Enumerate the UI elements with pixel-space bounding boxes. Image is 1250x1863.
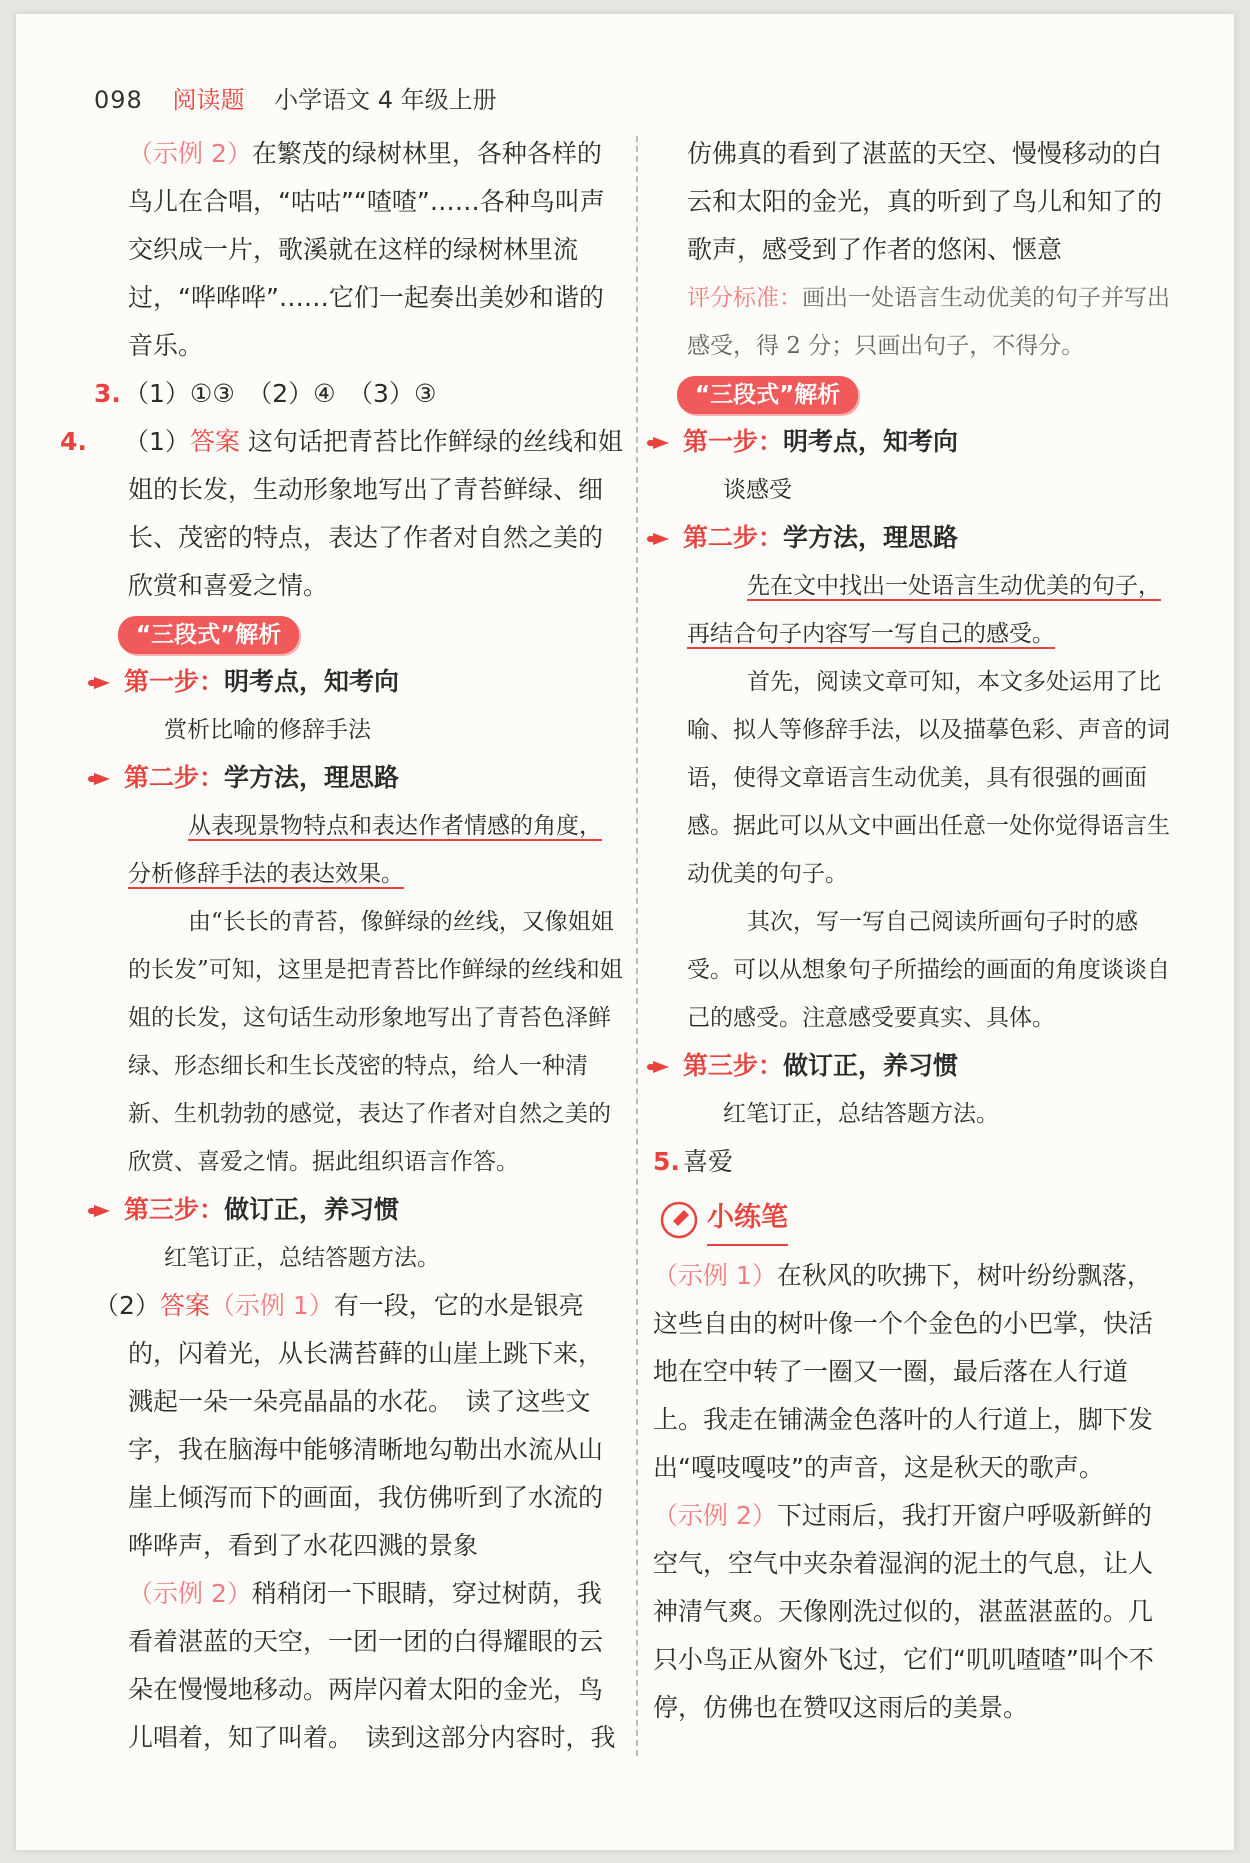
pen-icon [659, 1200, 699, 1240]
step-label: 第三步： [683, 1051, 784, 1080]
step-title: 明考点，知考向 [224, 667, 400, 696]
practice-example-2 [653, 1492, 1173, 1732]
question-number: 5. [653, 1147, 680, 1176]
practice-writing-title: 小练笔 [707, 1194, 788, 1246]
example-text: 下过雨后，我打开窗户呼吸新鲜的空气，空气中夹杂着湿润的泥土的气息，让人神清气爽。天像刚洗过似的，湛蓝湛蓝的。几只小鸟正从窗外飞过，它们“叽叽喳喳”叫个不停，仿佛也在赞叹这雨后的美景。 [653, 1501, 1154, 1722]
step-3 [653, 1042, 1173, 1090]
step-2 [94, 754, 624, 802]
answer-text: 这句话把青苔比作鲜绿的丝线和姐姐的长发，生动形象地写出了青苔鲜绿、细长、茂密的特点，表达了作者对自然之美的欣赏和喜爱之情。 [128, 427, 623, 600]
step-2-paragraph-1: 首先，阅读文章可知，本文多处运用了比喻、拟人等修辞手法，以及描摹色彩、声音的词语，使得文章语言生动优美，具有很强的画面感。据此可以从文中画出任意一处你觉得语言生动优美的句子。 [687, 669, 1170, 887]
page-number: 098 [94, 86, 143, 114]
step-1 [94, 658, 624, 706]
question-part: （2） [94, 1291, 160, 1320]
step-2-paragraph-2: 其次，写一写自己阅读所画句子时的感受。可以从想象句子所描绘的画面的角度谈谈自己的感受。注意感受要真实、具体。 [687, 909, 1170, 1031]
question-number: 4. [60, 427, 87, 456]
right-column [653, 130, 1173, 1732]
step-2 [653, 514, 1173, 562]
score-text: 画出一处语言生动优美的句子并写出感受，得 2 分；只画出句子，不得分。 [687, 285, 1170, 359]
question-3 [94, 370, 624, 418]
answer-label: 答案 [189, 427, 240, 456]
step-2-detail: 由“长长的青苔，像鲜绿的丝线，又像姐姐的长发”可知，这里是把青苔比作鲜绿的丝线和姐姐的长发，这句话生动形象地写出了青苔色泽鲜绿、形态细长和生长茂密的特点，给人一种清新、生机勃勃的感觉，表达了作者对自然之美的欣赏、喜爱之情。据此组织语言作答。 [128, 909, 623, 1175]
section-label: 阅读题 [172, 86, 245, 114]
example-2-paragraph [94, 130, 624, 370]
example-text: 有一段，它的水是银亮的，闪着光，从长满苔藓的山崖上跳下来，溅起一朵一朵亮晶晶的水花。 读了这些文字，我在脑海中能够清晰地勾勒出水流从山崖上倾泻而下的画面，我仿佛听到了水流的哗哗声，看到了水花四溅的景象 [128, 1291, 604, 1560]
step-3-text: 红笔订正，总结答题方法。 [164, 1245, 440, 1271]
practice-writing-header [659, 1192, 1173, 1248]
left-column [60, 130, 624, 1762]
analysis-badge: “三段式”解析 [118, 616, 299, 654]
step-title: 做订正，养习惯 [224, 1195, 400, 1224]
example-tag: （示例 2） [128, 139, 252, 168]
step-title: 明考点，知考向 [783, 427, 959, 456]
step-title: 学方法，理思路 [783, 523, 959, 552]
example-text: 在秋风的吹拂下，树叶纷纷飘落，这些自由的树叶像一个个金色的小巴掌，快活地在空中转了一圈又一圈，最后落在人行道上。我走在铺满金色落叶的人行道上，脚下发出“嘎吱嘎吱”的声音，这是秋天的歌声。 [653, 1261, 1154, 1482]
example-tag: （示例 2） [128, 1579, 252, 1608]
step-1 [653, 418, 1173, 466]
example-text: 稍稍闭一下眼睛，穿过树荫，我看着湛蓝的天空，一团一团的白得耀眼的云朵在慢慢地移动。两岸闪着太阳的金光，鸟儿唱着，知了叫着。 读到这部分内容时，我 [128, 1579, 616, 1752]
practice-example-1 [653, 1252, 1173, 1492]
step-3-text: 红笔订正，总结答题方法。 [723, 1101, 999, 1127]
arrow-icon [94, 773, 110, 785]
question-4-answer [60, 418, 624, 610]
step-3 [94, 1186, 624, 1234]
step-title: 学方法，理思路 [224, 763, 400, 792]
step-2-body [653, 562, 1173, 1042]
example-tag: （示例 1） [209, 1291, 334, 1320]
example-text: 在繁茂的绿树林里，各种各样的鸟儿在合唱，“咕咕”“喳喳”……各种鸟叫声交织成一片，歌溪就在这样的绿树林里流过，“哗哗哗”……它们一起奏出美妙和谐的音乐。 [128, 139, 605, 360]
page-header [94, 80, 497, 115]
arrow-icon [94, 677, 110, 689]
step-label: 第一步： [124, 667, 225, 696]
analysis-badge: “三段式”解析 [677, 376, 858, 414]
step-1-text: 赏析比喻的修辞手法 [164, 717, 371, 743]
example-2-paragraph-b [94, 1570, 624, 1762]
step-label: 第一步： [683, 427, 784, 456]
answer-label: 答案 [159, 1291, 210, 1320]
arrow-icon [653, 533, 669, 545]
question-part: （1） [124, 427, 190, 456]
question-4-part-2 [94, 1282, 624, 1570]
arrow-icon [653, 1061, 669, 1073]
step-title: 做订正，养习惯 [783, 1051, 959, 1080]
underlined-method: 先在文中找出一处语言生动优美的句子，再结合句子内容写一写自己的感受。 [687, 573, 1161, 647]
scoring-criteria [653, 274, 1173, 370]
continued-text: 仿佛真的看到了湛蓝的天空、慢慢移动的白云和太阳的金光，真的听到了鸟儿和知了的歌声，感受到了作者的悠闲、惬意 [687, 139, 1163, 264]
step-label: 第二步： [683, 523, 784, 552]
step-1-text: 谈感受 [723, 477, 792, 503]
question-5-answer: 喜爱 [683, 1147, 734, 1176]
example-tag: （示例 1） [653, 1261, 777, 1290]
arrow-icon [94, 1205, 110, 1217]
arrow-icon [653, 437, 669, 449]
step-label: 第二步： [124, 763, 225, 792]
step-2-body [94, 802, 624, 1186]
question-3-answer: （1）①③ （2）④ （3）③ [124, 379, 437, 408]
score-label: 评分标准： [687, 285, 802, 311]
book-title: 小学语文 4 年级上册 [274, 86, 497, 114]
question-number: 3. [94, 379, 121, 408]
underlined-method: 从表现景物特点和表达作者情感的角度，分析修辞手法的表达效果。 [128, 813, 602, 887]
column-divider [636, 136, 638, 1756]
question-5 [653, 1138, 1173, 1186]
step-label: 第三步： [124, 1195, 225, 1224]
example-tag: （示例 2） [653, 1501, 777, 1530]
